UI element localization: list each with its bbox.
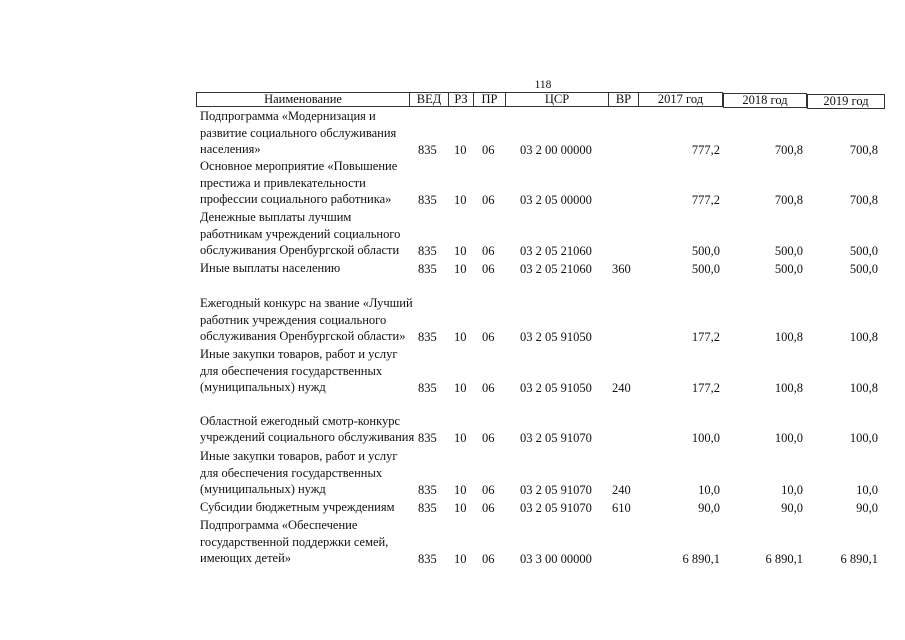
cell-vr: 360 — [612, 262, 631, 276]
row-name: Иные закупки товаров, работ и услуг для обеспечения государственных (муниципальных) нужд — [200, 449, 398, 497]
cell-y2018: 700,8 — [774, 143, 803, 157]
cell-ved: 835 — [418, 501, 437, 515]
cell-y2019: 700,8 — [849, 193, 878, 207]
header-name: Наименование — [196, 92, 410, 107]
row-name: Подпрограмма «Модернизация и развитие социального обслуживания населения» — [200, 109, 397, 157]
row-name: Иные закупки товаров, работ и услуг для обеспечения государственных (муниципальных) нужд — [200, 347, 398, 395]
cell-csr: 03 2 05 91050 — [520, 381, 592, 395]
cell-pr: 06 — [482, 262, 495, 276]
cell-pr: 06 — [482, 501, 495, 515]
cell-y2018: 500,0 — [774, 244, 803, 258]
cell-pr: 06 — [482, 143, 495, 157]
cell-pr: 06 — [482, 330, 495, 344]
cell-csr: 03 2 05 21060 — [520, 262, 592, 276]
header-pr: ПР — [473, 92, 506, 107]
cell-y2018: 500,0 — [774, 262, 803, 276]
cell-y2017: 500,0 — [691, 244, 720, 258]
cell-y2019: 90,0 — [856, 501, 878, 515]
cell-vr: 610 — [612, 501, 631, 515]
cell-y2017: 90,0 — [698, 501, 720, 515]
header-2018: 2018 год — [723, 93, 807, 108]
cell-y2018: 10,0 — [781, 483, 803, 497]
cell-y2018: 6 890,1 — [765, 552, 803, 566]
cell-vr: 240 — [612, 483, 631, 497]
cell-ved: 835 — [418, 431, 437, 445]
cell-csr: 03 2 05 91070 — [520, 501, 592, 515]
cell-vr: 240 — [612, 381, 631, 395]
header-csr: ЦСР — [505, 92, 609, 107]
cell-csr: 03 3 00 00000 — [520, 552, 592, 566]
cell-rz: 10 — [454, 193, 467, 207]
cell-ved: 835 — [418, 262, 437, 276]
cell-ved: 835 — [418, 143, 437, 157]
cell-ved: 835 — [418, 244, 437, 258]
cell-rz: 10 — [454, 552, 467, 566]
page-number: 118 — [534, 79, 552, 91]
cell-csr: 03 2 05 91070 — [520, 431, 592, 445]
cell-pr: 06 — [482, 244, 495, 258]
cell-y2018: 90,0 — [781, 501, 803, 515]
cell-y2018: 100,0 — [774, 431, 803, 445]
cell-rz: 10 — [454, 501, 467, 515]
cell-pr: 06 — [482, 552, 495, 566]
cell-csr: 03 2 05 21060 — [520, 244, 592, 258]
cell-ved: 835 — [418, 193, 437, 207]
cell-pr: 06 — [482, 483, 495, 497]
row-name: Областной ежегодный смотр-конкурс учреждений социального обслуживания — [200, 413, 415, 445]
cell-csr: 03 2 05 91050 — [520, 330, 592, 344]
cell-csr: 03 2 00 00000 — [520, 143, 592, 157]
cell-y2019: 6 890,1 — [840, 552, 878, 566]
cell-y2017: 177,2 — [691, 330, 720, 344]
cell-y2017: 6 890,1 — [682, 552, 720, 566]
cell-rz: 10 — [454, 431, 467, 445]
cell-ved: 835 — [418, 381, 437, 395]
row-name: Подпрограмма «Обеспечение государственной поддержки семей, имеющих детей» — [200, 518, 389, 566]
cell-y2019: 100,8 — [849, 330, 878, 344]
cell-y2018: 100,8 — [774, 381, 803, 395]
cell-y2017: 500,0 — [691, 262, 720, 276]
cell-y2017: 777,2 — [691, 143, 720, 157]
cell-csr: 03 2 05 91070 — [520, 483, 592, 497]
cell-y2019: 100,8 — [849, 381, 878, 395]
header-vr: ВР — [608, 92, 639, 107]
row-name: Субсидии бюджетным учреждениям — [200, 500, 395, 515]
cell-y2018: 100,8 — [774, 330, 803, 344]
cell-y2017: 177,2 — [691, 381, 720, 395]
cell-rz: 10 — [454, 330, 467, 344]
cell-y2018: 700,8 — [774, 193, 803, 207]
cell-pr: 06 — [482, 193, 495, 207]
cell-y2019: 500,0 — [849, 262, 878, 276]
cell-rz: 10 — [454, 262, 467, 276]
cell-y2019: 10,0 — [856, 483, 878, 497]
row-name: Ежегодный конкурс на звание «Лучший работник учреждения социального обслуживания Оренбургской области» — [200, 296, 413, 344]
cell-y2017: 10,0 — [698, 483, 720, 497]
row-name: Основное мероприятие «Повышение престижа и привлекательности профессии социального работника» — [200, 159, 398, 207]
cell-rz: 10 — [454, 244, 467, 258]
cell-ved: 835 — [418, 330, 437, 344]
row-name: Иные выплаты населению — [200, 261, 341, 276]
cell-y2019: 700,8 — [849, 143, 878, 157]
row-name: Денежные выплаты лучшим работникам учреждений социального обслуживания Оренбургской области — [200, 210, 401, 258]
cell-y2019: 500,0 — [849, 244, 878, 258]
header-2017: 2017 год — [638, 92, 723, 107]
header-2019: 2019 год — [807, 94, 885, 109]
header-rz: РЗ — [448, 92, 474, 107]
cell-rz: 10 — [454, 381, 467, 395]
cell-rz: 10 — [454, 143, 467, 157]
cell-ved: 835 — [418, 483, 437, 497]
cell-rz: 10 — [454, 483, 467, 497]
cell-pr: 06 — [482, 381, 495, 395]
header-ved: ВЕД — [409, 92, 449, 107]
cell-y2019: 100,0 — [849, 431, 878, 445]
cell-csr: 03 2 05 00000 — [520, 193, 592, 207]
cell-ved: 835 — [418, 552, 437, 566]
cell-pr: 06 — [482, 431, 495, 445]
cell-y2017: 777,2 — [691, 193, 720, 207]
cell-y2017: 100,0 — [691, 431, 720, 445]
